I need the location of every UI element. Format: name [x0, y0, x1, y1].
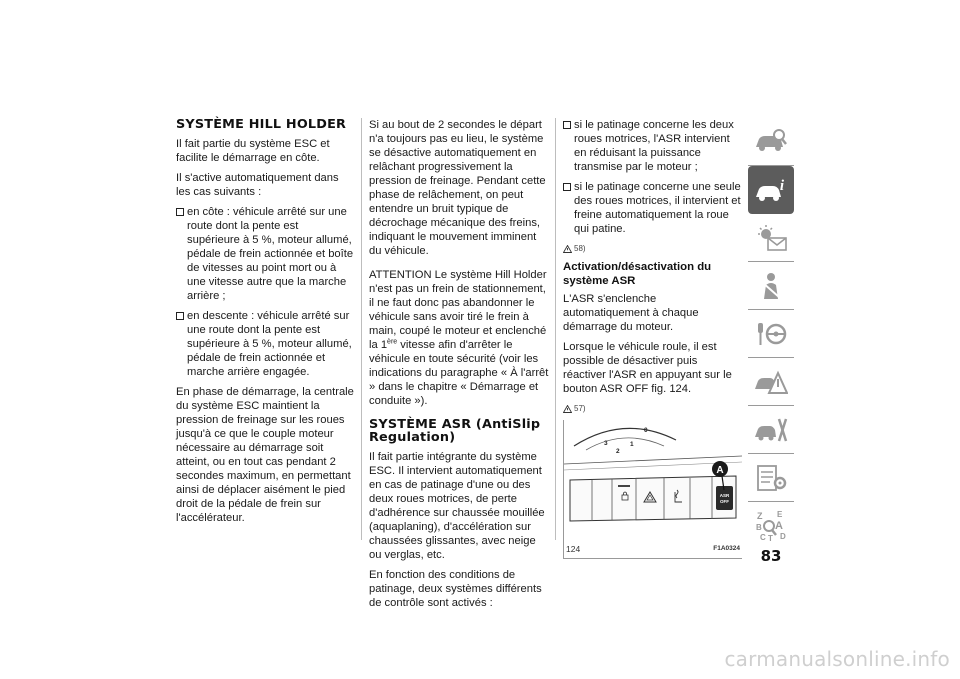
column-divider: [555, 118, 556, 540]
tab-car-overview[interactable]: [748, 118, 794, 166]
svg-text:A: A: [775, 520, 783, 532]
svg-text:Z: Z: [757, 511, 763, 521]
svg-text:E: E: [777, 510, 783, 519]
tab-safety[interactable]: [748, 262, 794, 310]
paragraph: Il s'active automatiquement dans les cas suivants :: [176, 172, 339, 198]
asr-activation-subheading: Activation/désactivation du système ASR: [563, 261, 712, 287]
knob-label: 1: [630, 441, 634, 448]
tab-emergency[interactable]: [748, 358, 794, 406]
car-tools-icon: [754, 415, 788, 445]
list-item: si le patinage concerne les deux roues motrices, l'ASR intervient en réduisant la puissance transmise par le moteur ;: [563, 118, 743, 174]
column-2: [369, 118, 549, 616]
key-steering-wheel-icon: [754, 319, 788, 349]
tab-warning-lights[interactable]: [748, 214, 794, 262]
svg-text:D: D: [780, 532, 786, 541]
column-divider: [361, 118, 362, 540]
chapter-sidebar: [748, 118, 794, 550]
paragraph: Il fait partie du système ESC et facilite le démarrage en côte.: [176, 138, 330, 164]
svg-text:C: C: [760, 533, 766, 542]
knob-label: 2: [616, 448, 620, 455]
figure-asr-off-button: [563, 420, 742, 559]
svg-text:i: i: [779, 178, 785, 194]
hill-holder-heading: SYSTÈME HILL HOLDER: [176, 117, 347, 132]
paragraph: En fonction des conditions de patinage, deux systèmes différents de contrôle sont activés :: [369, 569, 542, 609]
figure-code: F1A0324: [713, 545, 740, 552]
knob-label: 3: [604, 440, 608, 447]
asr-button-label: ASR: [719, 493, 730, 498]
asr-button-label: OFF: [720, 499, 729, 504]
checkbox-bullet-icon: [176, 208, 184, 216]
column-3: [563, 118, 743, 559]
checkbox-bullet-icon: [563, 121, 571, 129]
dashboard-illustration: [564, 420, 742, 544]
tab-index[interactable]: [748, 502, 794, 550]
paragraph: Si au bout de 2 secondes le départ n'a toujours pas eu lieu, le système se désactive automatiquement en relâchant progressivement la pression de freinage. Pendant cette phase de relâchement, on peut entendre un bruit typique de décrochage mécanique des freins, indiquant le mouvement imminent du véhicule.: [369, 119, 546, 257]
figure-number: 124: [566, 544, 581, 554]
checkbox-bullet-icon: [176, 312, 184, 320]
car-magnifier-icon: [754, 127, 788, 157]
paragraph: Il fait partie intégrante du système ESC. Il intervient automatiquement en cas de patinage d'une ou des deux roues motrices, de perte d'adhérence sur chaussée mouillée (aquaplaning), d'accélération sur chaussées glissantes, avec neige ou verglas, etc.: [369, 451, 545, 561]
callout-label: A: [716, 465, 724, 476]
tab-starting-driving[interactable]: [748, 310, 794, 358]
attention-note: ATTENTION Le système Hill Holder n'est pas un frein de stationnement, il ne faut donc pas abandonner le véhicule sans avoir tiré le frein à main, coupé le moteur et enclenché la 1ère vitesse afin d'arrêter le véhicule en toute sécurité (voir les indications du paragraphe « À l'arrêt » dans le chapitre « Démarrage et conduite »).: [369, 269, 549, 407]
column-1: [176, 118, 354, 531]
tab-car-info[interactable]: [748, 166, 794, 214]
list-item: en descente : véhicule arrêté sur une route dont la pente est supérieure à 5 %, moteur allumé, pédale de frein actionnée et marche arrière engagée.: [176, 309, 354, 379]
car-info-icon: [754, 175, 788, 205]
checkbox-bullet-icon: [563, 183, 571, 191]
watermark: carmanualsonline.info: [724, 647, 950, 671]
warning-reference[interactable]: 58): [563, 242, 743, 256]
page-number: 83: [760, 547, 782, 565]
warning-triangle-icon: [563, 405, 572, 413]
tab-technical-data[interactable]: [748, 454, 794, 502]
warning-reference[interactable]: 57): [563, 402, 743, 416]
car-warning-triangle-icon: [754, 367, 788, 397]
bullet-list: [176, 205, 354, 379]
svg-text:T: T: [768, 534, 773, 543]
asr-heading: SYSTÈME ASR (AntiSlip Regulation): [369, 417, 541, 445]
warning-triangle-icon: [563, 245, 572, 253]
list-item: en côte : véhicule arrêté sur une route dont la pente est supérieure à 5 %, moteur allumé, pédale de frein actionnée et boîte de vitesses au point mort ou à une vitesse autre que la marche arrière ;: [176, 205, 354, 303]
alphabet-index-icon: [754, 509, 788, 543]
paragraph: Lorsque le véhicule roule, il est possible de désactiver puis réactiver l'ASR en appuyant sur le bouton ASR OFF fig. 124.: [563, 341, 732, 395]
paragraph: En phase de démarrage, la centrale du système ESC maintient la pression de freinage sur les roues jusqu'à ce que le couple moteur nécessaire au démarrage soit atteint, ou en tout cas pendant 2 secondes maximum, en permettant ainsi de déplacer aisément le pied droit de la pédale de frein sur l'accélérateur.: [176, 386, 354, 524]
svg-text:B: B: [756, 523, 762, 532]
paragraph: L'ASR s'enclenche automatiquement à chaque démarrage du moteur.: [563, 293, 699, 333]
warning-light-message-icon: [754, 223, 788, 253]
spec-sheet-gear-icon: [754, 463, 788, 493]
person-seat-icon: [754, 271, 788, 301]
tab-maintenance[interactable]: [748, 406, 794, 454]
list-item: si le patinage concerne une seule des roues motrices, il intervient et freine automatiquement la roue qui patine.: [563, 180, 743, 236]
knob-label: 0: [644, 427, 648, 434]
bullet-list: [563, 118, 743, 236]
